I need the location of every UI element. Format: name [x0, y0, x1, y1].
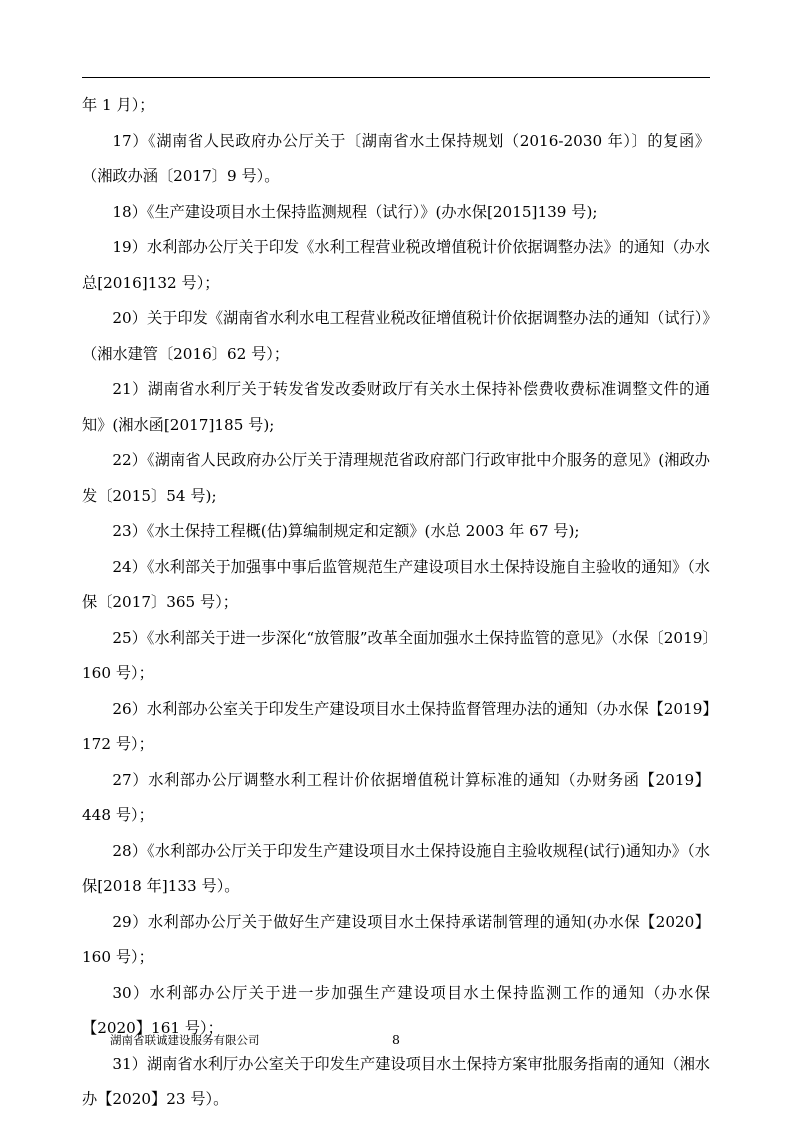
paragraph: 30）水利部办公厅关于进一步加强生产建设项目水土保持监测工作的通知（办水保【2020】161 号）；	[82, 983, 710, 1037]
paragraph: 31）湖南省水利厅办公室关于印发生产建设项目水土保持方案审批服务指南的通知（湘水办【2020】23 号）。	[82, 1054, 710, 1108]
paragraph: 年 1 月）；	[82, 96, 155, 114]
paragraph: 25）《水利部关于进一步深化“放管服”改革全面加强水土保持监管的意见》（水保〔2019〕160 号）；	[82, 628, 710, 682]
paragraph: 29）水利部办公厅关于做好生产建设项目水土保持承诺制管理的通知(办水保【2020】160 号）；	[82, 912, 710, 966]
document-body	[82, 88, 710, 1118]
paragraph: 26）水利部办公室关于印发生产建设项目水土保持监督管理办法的通知（办水保【2019】172 号）；	[82, 699, 710, 753]
header-rule	[82, 77, 710, 78]
paragraph: 17）《湖南省人民政府办公厅关于〔湖南省水土保持规划（2016-2030 年）〕的复函》（湘政办涵〔2017〕9 号）。	[82, 131, 710, 185]
paragraph: 27）水利部办公厅调整水利工程计价依据增值税计算标准的通知（办财务函【2019】448 号）；	[82, 770, 710, 824]
paragraph: 28）《水利部办公厅关于印发生产建设项目水土保持设施自主验收规程(试行)通知办》（水保[2018 年]133 号）。	[82, 841, 710, 895]
paragraph: 18）《生产建设项目水土保持监测规程（试行）》(办水保[2015]139 号);	[112, 202, 598, 221]
paragraph: 22）《湖南省人民政府办公厅关于清理规范省政府部门行政审批中介服务的意见》(湘政办发〔2015〕54 号);	[82, 451, 710, 505]
page-footer	[82, 1032, 710, 1048]
paragraph: 23）《水土保持工程概(估)算编制规定和定额》(水总 2003 年 67 号);	[112, 522, 580, 540]
paragraph: 20）关于印发《湖南省水利水电工程营业税改征增值税计价依据调整办法的通知（试行）》（湘水建管〔2016〕62 号）；	[82, 309, 710, 363]
footer-page-number: 8	[392, 1032, 400, 1047]
paragraph: 19）水利部办公厅关于印发《水利工程营业税改增值税计价依据调整办法》的通知（办水总[2016]132 号）；	[82, 238, 710, 292]
footer-company: 湖南省联诚建设服务有限公司	[110, 1033, 260, 1047]
paragraph: 24）《水利部关于加强事中事后监管规范生产建设项目水土保持设施自主验收的通知》（水保〔2017〕365 号）；	[82, 557, 710, 611]
paragraph: 21）湖南省水利厅关于转发省发改委财政厅有关水土保持补偿费收费标准调整文件的通知》(湘水函[2017]185 号);	[82, 380, 710, 434]
